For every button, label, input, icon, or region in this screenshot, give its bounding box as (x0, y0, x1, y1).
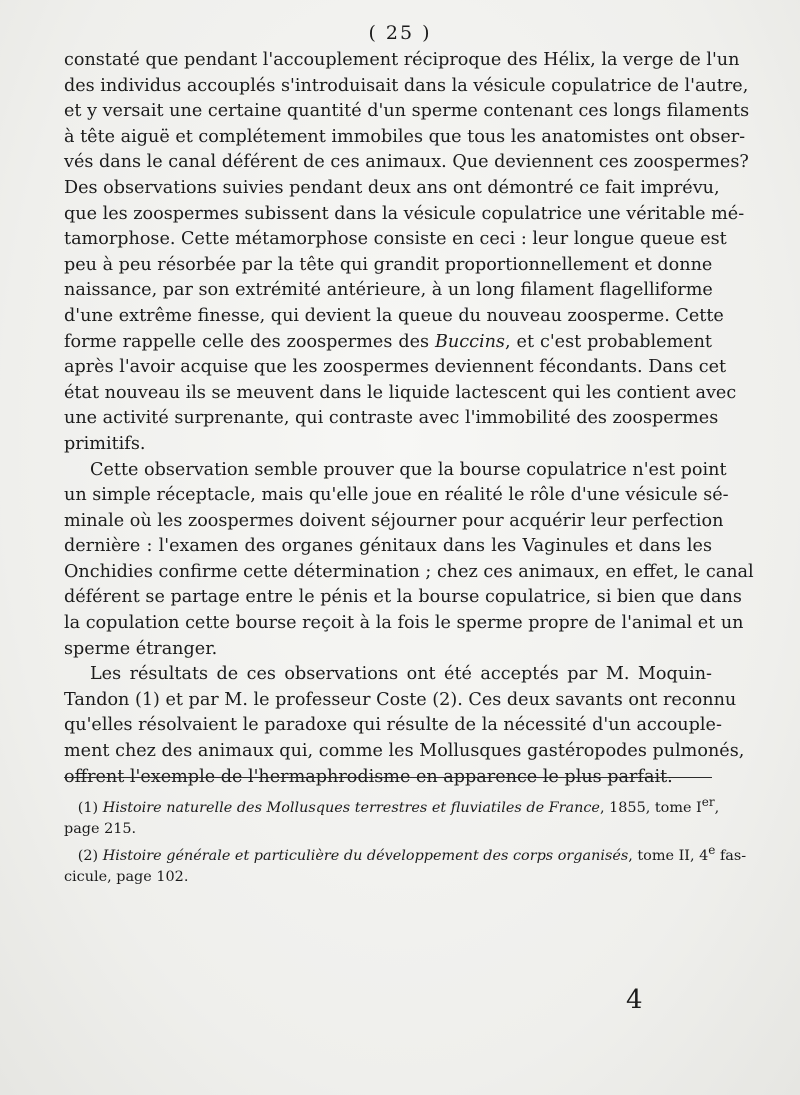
text-line: vés dans le canal déférent de ces animaux. Que deviennent ces zoospermes? (64, 152, 749, 173)
footnote-2 (64, 840, 747, 867)
text-line: tamorphose. Cette métamorphose consiste en ceci : leur longue queue est (64, 229, 727, 250)
text-line: naissance, par son extrémité antérieure, à un long filament flagelliforme (64, 280, 713, 301)
footnote-sup: e (708, 842, 716, 857)
text-line: Onchidies confirme cette détermination ; chez ces animaux, en effet, le canal (64, 561, 754, 582)
text-line: après l'avoir acquise que les zoospermes deviennent fécondants. Dans cet (64, 357, 727, 378)
text-line: à tête aiguë et complétement immobiles que tous les anatomistes ont obser- (64, 126, 746, 147)
text-line: que les zoospermes subissent dans la vésicule copulatrice une véritable mé- (64, 203, 745, 224)
text-line: Des observations suivies pendant deux ans ont démontré ce fait imprévu, (64, 177, 720, 198)
text-line: peu à peu résorbée par la tête qui grandit proportionnellement et donne (64, 254, 713, 275)
footnote-text: , 1855, tome I (599, 799, 702, 816)
text-line: Tandon (1) et par M. le professeur Coste (2). Ces deux savants ont reconnu (64, 689, 737, 710)
text-line: un simple réceptacle, mais qu'elle joue en réalité le rôle d'une vésicule sé- (64, 485, 729, 506)
footnote-divider (64, 777, 712, 778)
footnote-mark: (2) (77, 847, 99, 864)
main-text (64, 48, 754, 790)
text-line: primitifs. (64, 433, 146, 454)
text-line: Les résultats de ces observations ont été acceptés par M. Moquin- (90, 664, 712, 685)
text-line (64, 330, 712, 356)
footnotes (64, 792, 747, 888)
text-line: la copulation cette bourse reçoit à la fois le sperme propre de l'animal et un (64, 613, 744, 634)
text-line: qu'elles résolvaient le paradoxe qui résulte de la nécessité d'un accouple- (64, 715, 722, 736)
page-number: ( 25 ) (368, 22, 432, 44)
footnote-sup: er (701, 795, 715, 809)
footnote-mark: (1) (77, 799, 99, 816)
footnote-title: Histoire générale et particulière du développement des corps organisés (102, 847, 629, 864)
footnote-text: , (714, 799, 720, 816)
footnote-text: , tome II, 4 (628, 847, 709, 864)
text-line: constaté que pendant l'accouplement réciproque des Hélix, la verge de l'un (64, 50, 740, 70)
text-line: et y versait une certaine quantité d'un sperme contenant ces longs filaments (64, 101, 750, 122)
text-line: une activité surprenante, qui contraste avec l'immobilité des zoospermes (64, 408, 719, 429)
text-segment: , et c'est probablement (504, 331, 712, 352)
footnote-text: fas- (715, 847, 747, 864)
text-line: état nouveau ils se meuvent dans le liquide lactescent qui les contient avec (64, 382, 737, 403)
text-segment: forme rappelle celle des zoospermes des (64, 331, 435, 352)
text-line: minale où les zoospermes doivent séjourner pour acquérir leur perfection (64, 510, 724, 531)
footnote-2-cont: cicule, page 102. (64, 868, 189, 885)
text-line: dernière : l'examen des organes génitaux dans les Vaginules et dans les (64, 536, 712, 557)
footnote-1-cont: page 215. (64, 820, 137, 837)
text-line: déférent se partage entre le pénis et la bourse copulatrice, si bien que dans (64, 587, 742, 608)
folio-number: 4 (626, 985, 643, 1015)
text-line: Cette observation semble prouver que la bourse copulatrice n'est point (90, 459, 727, 480)
text-line: sperme étranger. (64, 638, 218, 659)
text-line: d'une extrême finesse, qui devient la queue du nouveau zoosperme. Cette (64, 305, 724, 326)
footnote-title: Histoire naturelle des Mollusques terrestres et fluviatiles de France (102, 799, 600, 816)
text-line: des individus accouplés s'introduisait dans la vésicule copulatrice de l'autre, (64, 75, 749, 96)
italic-term: Buccins (435, 331, 505, 352)
text-line: ment chez des animaux qui, comme les Mollusques gastéropodes pulmonés, (64, 741, 745, 762)
footnote-1 (64, 792, 720, 819)
text-line: offrent l'exemple de l'hermaphrodisme en apparence le plus parfait. (64, 766, 673, 787)
